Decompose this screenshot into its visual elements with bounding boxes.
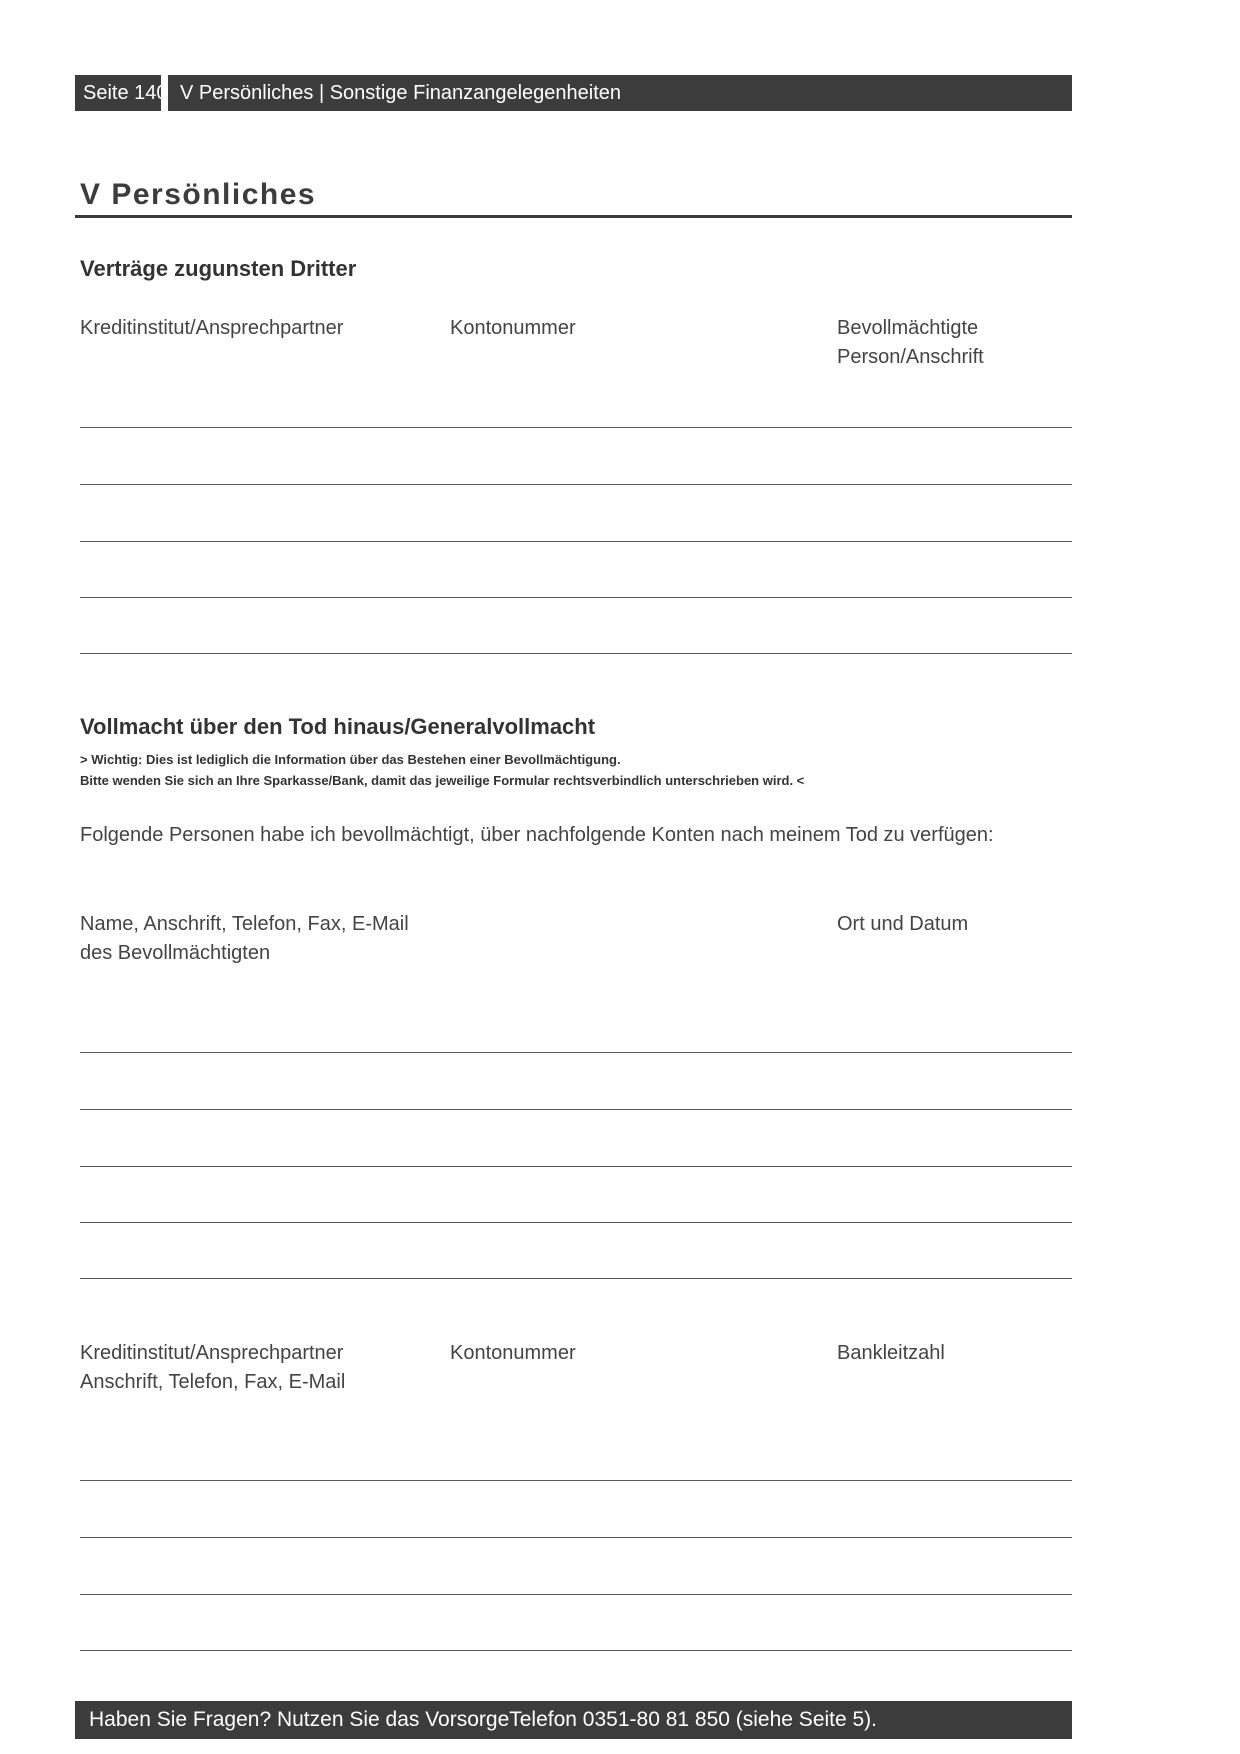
chapter-divider bbox=[75, 215, 1072, 218]
chapter-title: V Persönliches bbox=[80, 178, 317, 211]
page-number-label: Seite 140 bbox=[75, 75, 161, 111]
intro-text: Folgende Personen habe ich bevollmächtigt, über nachfolgende Konten nach meinem Tod zu verfügen: bbox=[80, 824, 994, 846]
entry-line[interactable] bbox=[80, 427, 1072, 428]
entry-line[interactable] bbox=[80, 1222, 1072, 1223]
entry-line[interactable] bbox=[80, 1594, 1072, 1595]
entry-line[interactable] bbox=[80, 1278, 1072, 1279]
column-label-kontonummer: Kontonummer bbox=[450, 317, 576, 339]
column-label-bankleitzahl: Bankleitzahl bbox=[837, 1342, 945, 1364]
entry-line[interactable] bbox=[80, 541, 1072, 542]
entry-line[interactable] bbox=[80, 653, 1072, 654]
column-label-kontonummer-2: Kontonummer bbox=[450, 1342, 576, 1364]
entry-line[interactable] bbox=[80, 1650, 1072, 1651]
entry-line[interactable] bbox=[80, 1537, 1072, 1538]
column-label-bevollmaechtigte: Bevollmächtigte Person/Anschrift bbox=[837, 317, 984, 368]
important-note-line2: Bitte wenden Sie sich an Ihre Sparkasse/Bank, damit das jeweilige Formular rechtsverbindlich unterschrieben wird. < bbox=[80, 773, 805, 788]
entry-line[interactable] bbox=[80, 1052, 1072, 1053]
footer-help-banner: Haben Sie Fragen? Nutzen Sie das VorsorgeTelefon 0351-80 81 850 (siehe Seite 5). bbox=[75, 1701, 1072, 1739]
column-label-name-anschrift: Name, Anschrift, Telefon, Fax, E-Mail des Bevollmächtigten bbox=[80, 913, 409, 964]
column-label-kreditinstitut-anschrift: Kreditinstitut/Ansprechpartner Anschrift, Telefon, Fax, E-Mail bbox=[80, 1342, 346, 1393]
section-title-vollmacht: Vollmacht über den Tod hinaus/Generalvollmacht bbox=[80, 714, 596, 739]
entry-line[interactable] bbox=[80, 1480, 1072, 1481]
entry-line[interactable] bbox=[80, 1166, 1072, 1167]
entry-line[interactable] bbox=[80, 597, 1072, 598]
section-title-vertraege: Verträge zugunsten Dritter bbox=[80, 256, 357, 281]
column-label-ort-datum: Ort und Datum bbox=[837, 913, 969, 935]
important-note-line1: > Wichtig: Dies ist lediglich die Information über das Bestehen einer Bevollmächtigung. bbox=[80, 752, 621, 767]
header-title: V Persönliches | Sonstige Finanzangelegenheiten bbox=[168, 75, 1072, 111]
column-label-kreditinstitut: Kreditinstitut/Ansprechpartner bbox=[80, 317, 344, 339]
entry-line[interactable] bbox=[80, 1109, 1072, 1110]
entry-line[interactable] bbox=[80, 484, 1072, 485]
